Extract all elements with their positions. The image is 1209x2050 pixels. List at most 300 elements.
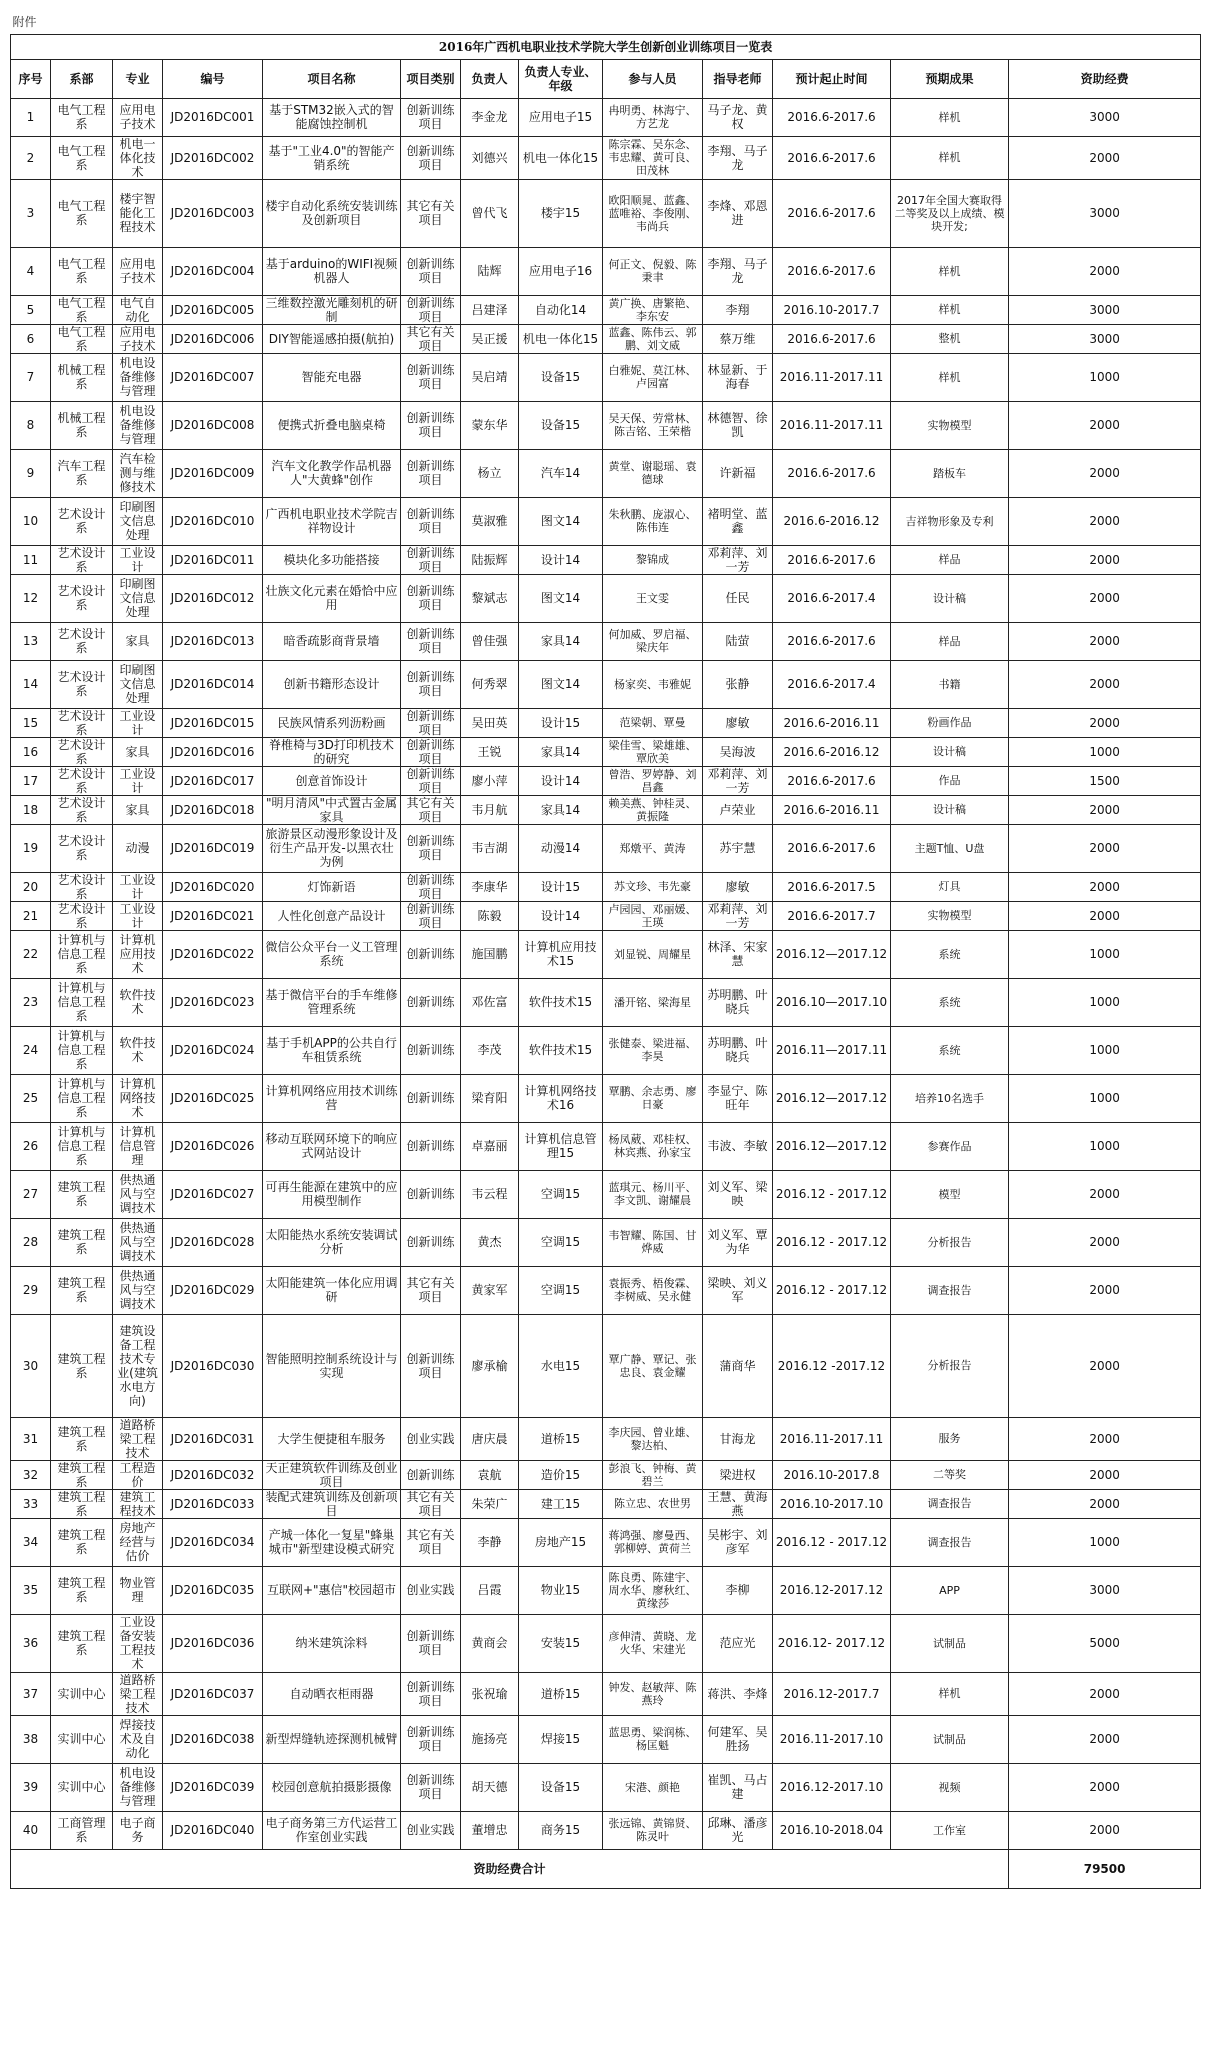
cell-category: 创新训练 bbox=[401, 1122, 461, 1170]
cell-funding: 1500 bbox=[1009, 766, 1201, 795]
cell-leader: 韦月航 bbox=[461, 795, 519, 824]
cell-leader-major: 应用电子15 bbox=[519, 98, 603, 136]
cell-major: 建筑设备工程技术专业(建筑水电方向) bbox=[113, 1314, 163, 1417]
cell-seq: 10 bbox=[11, 497, 51, 545]
table-row bbox=[11, 1460, 1201, 1489]
cell-leader-major: 软件技术15 bbox=[519, 1026, 603, 1074]
cell-leader-major: 空调15 bbox=[519, 1218, 603, 1266]
cell-period: 2016.12-2017.12 bbox=[773, 1566, 891, 1614]
cell-seq: 22 bbox=[11, 930, 51, 978]
cell-seq: 37 bbox=[11, 1672, 51, 1715]
cell-members: 郑燉平、黄涛 bbox=[603, 824, 703, 872]
cell-seq: 28 bbox=[11, 1218, 51, 1266]
table-row bbox=[11, 708, 1201, 737]
cell-period: 2016.6-2016.12 bbox=[773, 737, 891, 766]
cell-leader-major: 焊接15 bbox=[519, 1715, 603, 1763]
cell-project-name: 三维数控激光雕刻机的研制 bbox=[263, 295, 401, 324]
cell-outcome: 样品 bbox=[891, 622, 1009, 660]
cell-seq: 21 bbox=[11, 901, 51, 930]
cell-funding: 2000 bbox=[1009, 622, 1201, 660]
cell-department: 建筑工程系 bbox=[51, 1614, 113, 1672]
cell-period: 2016.6-2017.6 bbox=[773, 324, 891, 353]
cell-outcome: 书籍 bbox=[891, 660, 1009, 708]
cell-period: 2016.6-2017.6 bbox=[773, 545, 891, 574]
table-row bbox=[11, 1074, 1201, 1122]
cell-members: 赖美燕、钟桂灵、黄振隆 bbox=[603, 795, 703, 824]
header-cell: 负责人专业、年级 bbox=[519, 59, 603, 98]
cell-category: 创新训练 bbox=[401, 978, 461, 1026]
cell-outcome: 设计稿 bbox=[891, 795, 1009, 824]
cell-members: 韦智耀、陈国、甘烨威 bbox=[603, 1218, 703, 1266]
project-table bbox=[10, 10, 1201, 1889]
cell-major: 电气自动化 bbox=[113, 295, 163, 324]
cell-leader-major: 自动化14 bbox=[519, 295, 603, 324]
cell-category: 创新训练项目 bbox=[401, 1715, 461, 1763]
cell-category: 创新训练项目 bbox=[401, 872, 461, 901]
cell-seq: 27 bbox=[11, 1170, 51, 1218]
header-cell: 资助经费 bbox=[1009, 59, 1201, 98]
cell-project-name: 智能充电器 bbox=[263, 353, 401, 401]
cell-advisor: 邓莉萍、刘一芳 bbox=[703, 545, 773, 574]
cell-period: 2016.12 - 2017.12 bbox=[773, 1266, 891, 1314]
header-cell: 项目类别 bbox=[401, 59, 461, 98]
table-row bbox=[11, 1811, 1201, 1849]
cell-code: JD2016DC001 bbox=[163, 98, 263, 136]
cell-outcome: 主题T恤、U盘 bbox=[891, 824, 1009, 872]
table-row bbox=[11, 574, 1201, 622]
cell-period: 2016.12—2017.12 bbox=[773, 1122, 891, 1170]
cell-leader: 廖小萍 bbox=[461, 766, 519, 795]
cell-seq: 24 bbox=[11, 1026, 51, 1074]
cell-members: 朱秋鹏、庞淑心、陈伟连 bbox=[603, 497, 703, 545]
cell-leader: 袁航 bbox=[461, 1460, 519, 1489]
header-cell: 预计起止时间 bbox=[773, 59, 891, 98]
cell-advisor: 李翔 bbox=[703, 295, 773, 324]
cell-seq: 32 bbox=[11, 1460, 51, 1489]
cell-outcome: 实物模型 bbox=[891, 401, 1009, 449]
cell-major: 印刷图文信息处理 bbox=[113, 574, 163, 622]
cell-code: JD2016DC028 bbox=[163, 1218, 263, 1266]
cell-funding: 1000 bbox=[1009, 1518, 1201, 1566]
cell-members: 吴天保、劳常林、陈吉铭、王荣楷 bbox=[603, 401, 703, 449]
cell-advisor: 李柳 bbox=[703, 1566, 773, 1614]
cell-leader-major: 物业15 bbox=[519, 1566, 603, 1614]
cell-project-name: 纳米建筑涂料 bbox=[263, 1614, 401, 1672]
cell-funding: 2000 bbox=[1009, 901, 1201, 930]
cell-major: 机电设备维修与管理 bbox=[113, 353, 163, 401]
cell-category: 创新训练项目 bbox=[401, 247, 461, 295]
cell-code: JD2016DC009 bbox=[163, 449, 263, 497]
cell-code: JD2016DC027 bbox=[163, 1170, 263, 1218]
cell-leader-major: 建工15 bbox=[519, 1489, 603, 1518]
cell-leader: 廖承榆 bbox=[461, 1314, 519, 1417]
table-row bbox=[11, 1122, 1201, 1170]
cell-project-name: 微信公众平台一义工管理系统 bbox=[263, 930, 401, 978]
cell-code: JD2016DC016 bbox=[163, 737, 263, 766]
cell-period: 2016.6-2017.6 bbox=[773, 766, 891, 795]
table-row bbox=[11, 353, 1201, 401]
cell-category: 创新训练项目 bbox=[401, 449, 461, 497]
cell-category: 其它有关项目 bbox=[401, 324, 461, 353]
header-cell: 专业 bbox=[113, 59, 163, 98]
cell-seq: 25 bbox=[11, 1074, 51, 1122]
cell-leader: 黄家军 bbox=[461, 1266, 519, 1314]
cell-funding: 2000 bbox=[1009, 1314, 1201, 1417]
cell-leader-major: 计算机应用技术15 bbox=[519, 930, 603, 978]
table-row bbox=[11, 1672, 1201, 1715]
cell-department: 电气工程系 bbox=[51, 324, 113, 353]
cell-seq: 2 bbox=[11, 136, 51, 179]
cell-category: 创新训练项目 bbox=[401, 295, 461, 324]
cell-leader: 吴田英 bbox=[461, 708, 519, 737]
cell-category: 创新训练 bbox=[401, 1218, 461, 1266]
cell-outcome: 样机 bbox=[891, 98, 1009, 136]
cell-major: 楼宇智能化工程技术 bbox=[113, 179, 163, 247]
cell-outcome: 样机 bbox=[891, 247, 1009, 295]
cell-project-name: 汽车文化教学作品机器人"大黄蜂"创作 bbox=[263, 449, 401, 497]
cell-project-name: 装配式建筑训练及创新项目 bbox=[263, 1489, 401, 1518]
cell-advisor: 甘海龙 bbox=[703, 1417, 773, 1460]
cell-members: 杨凤葳、邓桂权、林宾燕、孙家宝 bbox=[603, 1122, 703, 1170]
cell-funding: 2000 bbox=[1009, 824, 1201, 872]
cell-leader: 陈毅 bbox=[461, 901, 519, 930]
cell-code: JD2016DC038 bbox=[163, 1715, 263, 1763]
cell-leader: 吕霞 bbox=[461, 1566, 519, 1614]
cell-code: JD2016DC005 bbox=[163, 295, 263, 324]
cell-outcome: 设计稿 bbox=[891, 574, 1009, 622]
cell-category: 创业实践 bbox=[401, 1811, 461, 1849]
cell-major: 电子商务 bbox=[113, 1811, 163, 1849]
cell-period: 2016.12 - 2017.12 bbox=[773, 1518, 891, 1566]
cell-leader: 黄杰 bbox=[461, 1218, 519, 1266]
cell-advisor: 任民 bbox=[703, 574, 773, 622]
header-cell: 预期成果 bbox=[891, 59, 1009, 98]
cell-seq: 13 bbox=[11, 622, 51, 660]
cell-major: 房地产经营与估价 bbox=[113, 1518, 163, 1566]
cell-code: JD2016DC034 bbox=[163, 1518, 263, 1566]
cell-major: 汽车检测与维修技术 bbox=[113, 449, 163, 497]
cell-advisor: 苏宇慧 bbox=[703, 824, 773, 872]
cell-period: 2016.12- 2017.12 bbox=[773, 1614, 891, 1672]
cell-outcome: 分析报告 bbox=[891, 1314, 1009, 1417]
header-cell: 系部 bbox=[51, 59, 113, 98]
cell-project-name: 基于arduino的WIFI视频机器人 bbox=[263, 247, 401, 295]
cell-leader: 董增忠 bbox=[461, 1811, 519, 1849]
cell-leader: 梁育阳 bbox=[461, 1074, 519, 1122]
cell-department: 电气工程系 bbox=[51, 179, 113, 247]
cell-major: 道路桥梁工程技术 bbox=[113, 1417, 163, 1460]
cell-funding: 2000 bbox=[1009, 708, 1201, 737]
cell-seq: 6 bbox=[11, 324, 51, 353]
cell-category: 创新训练项目 bbox=[401, 901, 461, 930]
cell-advisor: 邓莉萍、刘一芳 bbox=[703, 766, 773, 795]
table-row bbox=[11, 901, 1201, 930]
cell-outcome: 整机 bbox=[891, 324, 1009, 353]
cell-category: 创新训练项目 bbox=[401, 1672, 461, 1715]
cell-leader-major: 安装15 bbox=[519, 1614, 603, 1672]
cell-department: 艺术设计系 bbox=[51, 660, 113, 708]
cell-category: 创新训练项目 bbox=[401, 353, 461, 401]
cell-outcome: APP bbox=[891, 1566, 1009, 1614]
cell-advisor: 崔凯、马占建 bbox=[703, 1763, 773, 1811]
cell-members: 卢园园、邓丽媛、王瑛 bbox=[603, 901, 703, 930]
cell-funding: 2000 bbox=[1009, 1672, 1201, 1715]
cell-category: 创新训练项目 bbox=[401, 98, 461, 136]
cell-category: 创新训练项目 bbox=[401, 1314, 461, 1417]
cell-project-name: 暗香疏影商背景墙 bbox=[263, 622, 401, 660]
cell-major: 应用电子技术 bbox=[113, 247, 163, 295]
table-row bbox=[11, 449, 1201, 497]
cell-major: 供热通风与空调技术 bbox=[113, 1266, 163, 1314]
cell-category: 创新训练项目 bbox=[401, 136, 461, 179]
cell-funding: 2000 bbox=[1009, 449, 1201, 497]
cell-outcome: 工作室 bbox=[891, 1811, 1009, 1849]
cell-period: 2016.11-2017.11 bbox=[773, 401, 891, 449]
cell-funding: 1000 bbox=[1009, 1026, 1201, 1074]
cell-seq: 1 bbox=[11, 98, 51, 136]
cell-department: 艺术设计系 bbox=[51, 622, 113, 660]
cell-leader: 杨立 bbox=[461, 449, 519, 497]
cell-leader: 李茂 bbox=[461, 1026, 519, 1074]
cell-period: 2016.12-2017.10 bbox=[773, 1763, 891, 1811]
cell-period: 2016.6-2016.11 bbox=[773, 795, 891, 824]
cell-members: 蓝琪元、杨川平、李文凯、谢耀晨 bbox=[603, 1170, 703, 1218]
cell-members: 钟发、赵敏萍、陈燕玲 bbox=[603, 1672, 703, 1715]
cell-category: 创新训练项目 bbox=[401, 1763, 461, 1811]
table-row bbox=[11, 1763, 1201, 1811]
cell-leader-major: 空调15 bbox=[519, 1266, 603, 1314]
table-row bbox=[11, 930, 1201, 978]
cell-funding: 2000 bbox=[1009, 795, 1201, 824]
cell-outcome: 调查报告 bbox=[891, 1518, 1009, 1566]
cell-outcome: 参赛作品 bbox=[891, 1122, 1009, 1170]
cell-category: 创新训练项目 bbox=[401, 766, 461, 795]
total-row bbox=[11, 1849, 1201, 1888]
cell-project-name: 校园创意航拍摄影摄像 bbox=[263, 1763, 401, 1811]
cell-advisor: 张静 bbox=[703, 660, 773, 708]
header-cell: 指导老师 bbox=[703, 59, 773, 98]
cell-code: JD2016DC012 bbox=[163, 574, 263, 622]
cell-members: 潘开铭、梁海星 bbox=[603, 978, 703, 1026]
cell-category: 创新训练项目 bbox=[401, 622, 461, 660]
cell-members: 宋港、颜艳 bbox=[603, 1763, 703, 1811]
cell-project-name: 旅游景区动漫形象设计及衍生产品开发-以黑衣壮为例 bbox=[263, 824, 401, 872]
cell-department: 实训中心 bbox=[51, 1715, 113, 1763]
cell-outcome: 系统 bbox=[891, 1026, 1009, 1074]
cell-major: 物业管理 bbox=[113, 1566, 163, 1614]
cell-project-name: 民族风情系列沥粉画 bbox=[263, 708, 401, 737]
cell-period: 2016.12 - 2017.12 bbox=[773, 1218, 891, 1266]
cell-major: 机电一体化技术 bbox=[113, 136, 163, 179]
cell-department: 艺术设计系 bbox=[51, 574, 113, 622]
table-row bbox=[11, 872, 1201, 901]
cell-funding: 1000 bbox=[1009, 1122, 1201, 1170]
cell-major: 工业设计 bbox=[113, 545, 163, 574]
cell-members: 黄广换、唐繁艳、李东安 bbox=[603, 295, 703, 324]
cell-code: JD2016DC030 bbox=[163, 1314, 263, 1417]
cell-outcome: 系统 bbox=[891, 978, 1009, 1026]
cell-department: 实训中心 bbox=[51, 1763, 113, 1811]
cell-leader: 莫淑雅 bbox=[461, 497, 519, 545]
cell-department: 艺术设计系 bbox=[51, 766, 113, 795]
cell-leader-major: 商务15 bbox=[519, 1811, 603, 1849]
cell-seq: 40 bbox=[11, 1811, 51, 1849]
table-row bbox=[11, 660, 1201, 708]
total-label: 资助经费合计 bbox=[11, 1849, 1009, 1888]
cell-category: 其它有关项目 bbox=[401, 1518, 461, 1566]
cell-advisor: 邓莉萍、刘一芳 bbox=[703, 901, 773, 930]
table-row bbox=[11, 1218, 1201, 1266]
cell-outcome: 实物模型 bbox=[891, 901, 1009, 930]
cell-funding: 3000 bbox=[1009, 179, 1201, 247]
cell-leader-major: 设计15 bbox=[519, 872, 603, 901]
cell-advisor: 陆萤 bbox=[703, 622, 773, 660]
cell-period: 2016.10-2017.7 bbox=[773, 295, 891, 324]
cell-leader: 韦云程 bbox=[461, 1170, 519, 1218]
cell-project-name: 创意首饰设计 bbox=[263, 766, 401, 795]
cell-category: 创新训练项目 bbox=[401, 660, 461, 708]
cell-advisor: 许新福 bbox=[703, 449, 773, 497]
cell-department: 建筑工程系 bbox=[51, 1417, 113, 1460]
cell-period: 2016.11-2017.11 bbox=[773, 353, 891, 401]
header-cell: 编号 bbox=[163, 59, 263, 98]
table-row bbox=[11, 1518, 1201, 1566]
cell-major: 工业设计 bbox=[113, 766, 163, 795]
cell-major: 机电设备维修与管理 bbox=[113, 1763, 163, 1811]
cell-major: 计算机网络技术 bbox=[113, 1074, 163, 1122]
cell-leader-major: 汽车14 bbox=[519, 449, 603, 497]
cell-advisor: 吴彬宇、刘彦军 bbox=[703, 1518, 773, 1566]
cell-period: 2016.10-2017.8 bbox=[773, 1460, 891, 1489]
cell-outcome: 视频 bbox=[891, 1763, 1009, 1811]
cell-advisor: 林德智、徐凯 bbox=[703, 401, 773, 449]
cell-leader: 唐庆晨 bbox=[461, 1417, 519, 1460]
table-row bbox=[11, 795, 1201, 824]
cell-advisor: 韦波、李敏 bbox=[703, 1122, 773, 1170]
cell-department: 电气工程系 bbox=[51, 136, 113, 179]
cell-leader-major: 图文14 bbox=[519, 497, 603, 545]
cell-department: 实训中心 bbox=[51, 1672, 113, 1715]
cell-category: 创业实践 bbox=[401, 1417, 461, 1460]
cell-members: 白雅妮、莫江林、卢园富 bbox=[603, 353, 703, 401]
cell-project-name: 人性化创意产品设计 bbox=[263, 901, 401, 930]
cell-department: 机械工程系 bbox=[51, 353, 113, 401]
cell-funding: 1000 bbox=[1009, 353, 1201, 401]
cell-category: 创新训练项目 bbox=[401, 401, 461, 449]
cell-seq: 9 bbox=[11, 449, 51, 497]
cell-funding: 5000 bbox=[1009, 1614, 1201, 1672]
cell-code: JD2016DC018 bbox=[163, 795, 263, 824]
cell-advisor: 李翔、马子龙 bbox=[703, 136, 773, 179]
cell-major: 计算机应用技术 bbox=[113, 930, 163, 978]
cell-major: 家具 bbox=[113, 737, 163, 766]
cell-code: JD2016DC017 bbox=[163, 766, 263, 795]
cell-category: 创新训练项目 bbox=[401, 708, 461, 737]
cell-project-name: 互联网+"惠信"校园超市 bbox=[263, 1566, 401, 1614]
cell-major: 动漫 bbox=[113, 824, 163, 872]
cell-period: 2016.6-2016.11 bbox=[773, 708, 891, 737]
cell-leader-major: 楼宇15 bbox=[519, 179, 603, 247]
cell-funding: 2000 bbox=[1009, 136, 1201, 179]
cell-code: JD2016DC026 bbox=[163, 1122, 263, 1170]
cell-funding: 2000 bbox=[1009, 1266, 1201, 1314]
cell-department: 艺术设计系 bbox=[51, 737, 113, 766]
cell-department: 艺术设计系 bbox=[51, 545, 113, 574]
cell-seq: 33 bbox=[11, 1489, 51, 1518]
total-value: 79500 bbox=[1009, 1849, 1201, 1888]
cell-outcome: 模型 bbox=[891, 1170, 1009, 1218]
cell-members: 梁佳雪、梁雄雄、覃欣美 bbox=[603, 737, 703, 766]
cell-leader: 李金龙 bbox=[461, 98, 519, 136]
cell-advisor: 范应光 bbox=[703, 1614, 773, 1672]
cell-funding: 2000 bbox=[1009, 1715, 1201, 1763]
header-cell: 项目名称 bbox=[263, 59, 401, 98]
cell-code: JD2016DC022 bbox=[163, 930, 263, 978]
cell-major: 计算机信息管理 bbox=[113, 1122, 163, 1170]
cell-project-name: 基于手机APP的公共自行车租赁系统 bbox=[263, 1026, 401, 1074]
table-row bbox=[11, 1489, 1201, 1518]
cell-department: 建筑工程系 bbox=[51, 1314, 113, 1417]
cell-category: 其它有关项目 bbox=[401, 1489, 461, 1518]
cell-category: 创新训练项目 bbox=[401, 1614, 461, 1672]
cell-leader: 曾代飞 bbox=[461, 179, 519, 247]
cell-leader: 王锐 bbox=[461, 737, 519, 766]
cell-leader: 黎斌志 bbox=[461, 574, 519, 622]
cell-leader-major: 房地产15 bbox=[519, 1518, 603, 1566]
cell-leader: 卓嘉丽 bbox=[461, 1122, 519, 1170]
cell-code: JD2016DC015 bbox=[163, 708, 263, 737]
cell-project-name: 基于STM32嵌入式的智能腐蚀控制机 bbox=[263, 98, 401, 136]
cell-leader: 吴启靖 bbox=[461, 353, 519, 401]
cell-funding: 2000 bbox=[1009, 247, 1201, 295]
cell-leader: 韦吉湖 bbox=[461, 824, 519, 872]
cell-members: 曾浩、罗婷静、刘昌鑫 bbox=[603, 766, 703, 795]
cell-leader-major: 水电15 bbox=[519, 1314, 603, 1417]
cell-category: 其它有关项目 bbox=[401, 795, 461, 824]
cell-seq: 3 bbox=[11, 179, 51, 247]
cell-period: 2016.6-2017.5 bbox=[773, 872, 891, 901]
cell-members: 袁振秀、梧俊霖、李树威、吴永健 bbox=[603, 1266, 703, 1314]
cell-leader-major: 家具14 bbox=[519, 622, 603, 660]
cell-advisor: 王慧、黄海燕 bbox=[703, 1489, 773, 1518]
cell-major: 供热通风与空调技术 bbox=[113, 1218, 163, 1266]
cell-category: 创新训练 bbox=[401, 1026, 461, 1074]
cell-project-name: 新型焊缝轨迹探测机械臂 bbox=[263, 1715, 401, 1763]
cell-leader-major: 道桥15 bbox=[519, 1672, 603, 1715]
cell-code: JD2016DC037 bbox=[163, 1672, 263, 1715]
cell-major: 供热通风与空调技术 bbox=[113, 1170, 163, 1218]
table-row bbox=[11, 98, 1201, 136]
cell-code: JD2016DC039 bbox=[163, 1763, 263, 1811]
cell-project-name: 脊椎椅与3D打印机技术的研究 bbox=[263, 737, 401, 766]
cell-period: 2016.6-2017.6 bbox=[773, 824, 891, 872]
cell-funding: 2000 bbox=[1009, 1460, 1201, 1489]
cell-major: 焊接技术及自动化 bbox=[113, 1715, 163, 1763]
cell-project-name: 基于微信平台的手车维修管理系统 bbox=[263, 978, 401, 1026]
cell-members: 覃鹏、余志勇、廖日豪 bbox=[603, 1074, 703, 1122]
cell-outcome: 样品 bbox=[891, 545, 1009, 574]
cell-code: JD2016DC036 bbox=[163, 1614, 263, 1672]
cell-members: 彭浪飞、钟梅、黄碧兰 bbox=[603, 1460, 703, 1489]
cell-outcome: 样机 bbox=[891, 1672, 1009, 1715]
cell-code: JD2016DC020 bbox=[163, 872, 263, 901]
cell-code: JD2016DC002 bbox=[163, 136, 263, 179]
cell-department: 计算机与信息工程系 bbox=[51, 1122, 113, 1170]
cell-advisor: 梁进权 bbox=[703, 1460, 773, 1489]
table-row bbox=[11, 622, 1201, 660]
cell-advisor: 马子龙、黄权 bbox=[703, 98, 773, 136]
header-cell: 序号 bbox=[11, 59, 51, 98]
